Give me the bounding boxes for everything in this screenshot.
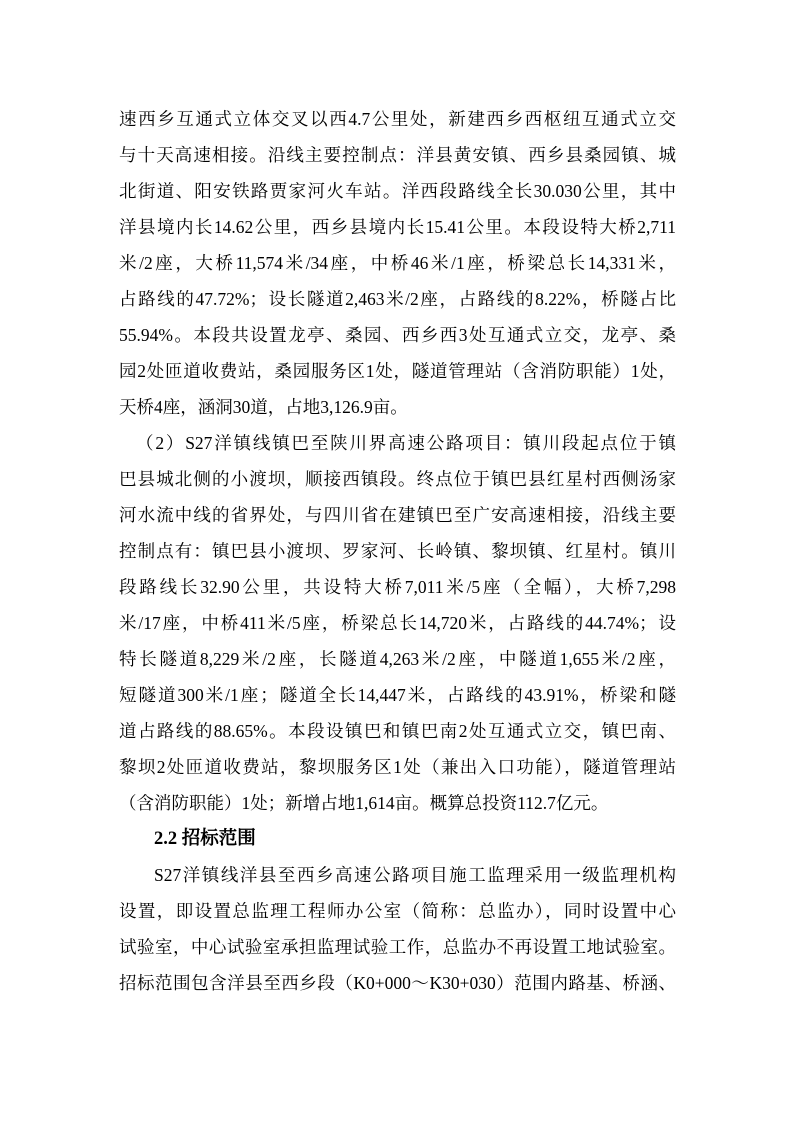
body-text-line: S27洋镇线洋县至西乡高速公路项目施工监理采用一级监理机构 — [154, 865, 676, 885]
body-text-line: 巴县城北侧的小渡坝，顺接西镇段。终点位于镇巴县红星村西侧汤家 — [119, 469, 676, 489]
body-text-line: 招标范围包含洋县至西乡段（K0+000～K30+030）范围内路基、桥涵、 — [119, 973, 676, 993]
body-text-line: 占路线的47.72%；设长隧道2,463米/2座，占路线的8.22%，桥隧占比 — [119, 289, 676, 309]
body-text-line: 河水流中线的省界处，与四川省在建镇巴至广安高速相接，沿线主要 — [119, 505, 676, 525]
body-text-line: 设置，即设置总监理工程师办公室（简称：总监办），同时设置中心 — [119, 901, 676, 921]
body-text-line: （含消防职能）1处；新增占地1,614亩。概算总投资112.7亿元。 — [119, 793, 609, 813]
body-text-line: 黎坝2处匝道收费站，黎坝服务区1处（兼出入口功能），隧道管理站 — [119, 757, 676, 777]
body-text-line: 控制点有：镇巴县小渡坝、罗家河、长岭镇、黎坝镇、红星村。镇川 — [119, 541, 676, 561]
body-text-line: 特长隧道8,229米/2座，长隧道4,263米/2座，中隧道1,655米/2座， — [119, 649, 676, 669]
body-text-line: 段路线长32.90公里，共设特大桥7,011米/5座（全幅），大桥7,298 — [119, 577, 676, 597]
paragraph-zhenchuan-section — [119, 425, 676, 821]
body-text-line: （2）S27洋镇线镇巴至陕川界高速公路项目：镇川段起点位于镇 — [136, 433, 676, 453]
body-text-line: 与十天高速相接。沿线主要控制点：洋县黄安镇、西乡县桑园镇、城 — [119, 145, 676, 165]
body-text-line: 园2处匝道收费站，桑园服务区1处，隧道管理站（含消防职能）1处， — [119, 361, 676, 381]
body-text-line: 洋县境内长14.62公里，西乡县境内长15.41公里。本段设特大桥2,711 — [119, 217, 676, 237]
body-text-line: 天桥4座，涵洞30道，占地3,126.9亩。 — [119, 397, 408, 417]
body-text-line: 试验室，中心试验室承担监理试验工作，总监办不再设置工地试验室。 — [119, 937, 676, 957]
body-text-line: 55.94%。本段共设置龙亭、桑园、西乡西3处互通式立交，龙亭、桑 — [119, 325, 676, 345]
body-text-line: 速西乡互通式立体交叉以西4.7公里处，新建西乡西枢纽互通式立交 — [119, 109, 676, 129]
text-block — [119, 101, 676, 1001]
body-text-line: 北街道、阳安铁路贾家河火车站。洋西段路线全长30.030公里，其中 — [119, 181, 676, 201]
body-text-line: 道占路线的88.65%。本段设镇巴和镇巴南2处互通式立交，镇巴南、 — [119, 721, 676, 741]
paragraph-bidding-scope — [119, 857, 676, 1001]
paragraph-yangxi-section — [119, 101, 676, 425]
body-text-line: 米/17座，中桥411米/5座，桥梁总长14,720米，占路线的44.74%；设 — [119, 613, 676, 633]
section-heading-2-2: 2.2 招标范围 — [154, 829, 256, 849]
body-text-line: 短隧道300米/1座；隧道全长14,447米，占路线的43.91%，桥梁和隧 — [119, 685, 676, 705]
body-text-line: 米/2座，大桥11,574米/34座，中桥46米/1座，桥梁总长14,331米， — [119, 253, 676, 273]
